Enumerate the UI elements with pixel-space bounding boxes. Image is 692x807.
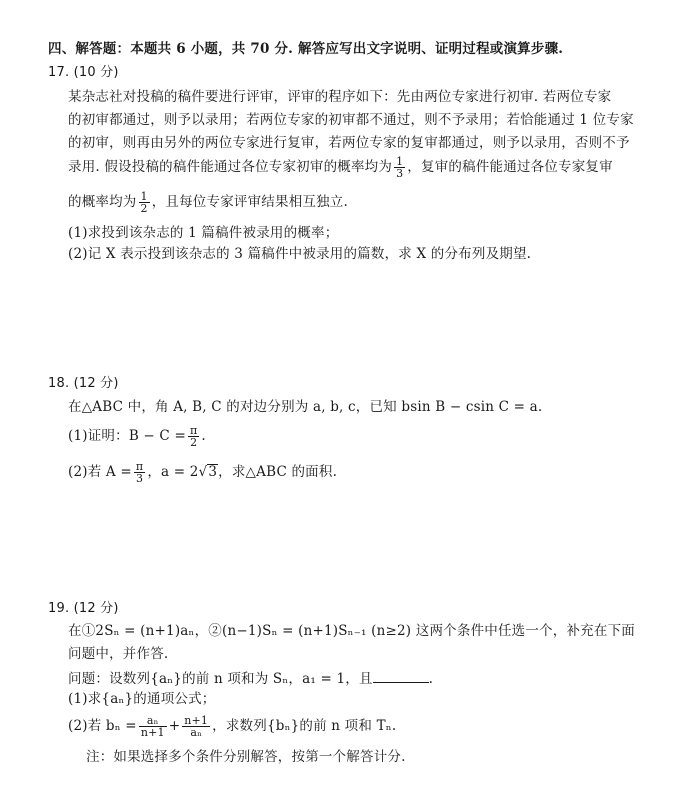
- q18-part-1: [68, 425, 206, 448]
- q17-line-1: 某杂志社对投稿的稿件要进行评审，评审的程序如下：先由两位专家进行初审. 若两位专家: [68, 89, 612, 105]
- q19-note: 注：如果选择多个条件分别解答，按第一个解答计分.: [86, 749, 406, 765]
- q18-part-1-post: .: [201, 428, 206, 444]
- q19-part-2: [68, 715, 396, 738]
- q19-fraction-a-over-n1: $\frac{\text{aₙ}}{n+1}$: [140, 714, 165, 739]
- q19-number: 19. (12 分): [48, 601, 119, 616]
- q19-stem-2: 问题中，并作答.: [68, 646, 169, 662]
- section-heading: 四、解答题：本题共 6 小题，共 70 分. 解答应写出文字说明、证明过程或演算步骤.: [48, 41, 564, 57]
- answer-blank: [373, 668, 429, 683]
- q19-stem-1: 在①2Sₙ = (n+1)aₙ，②(n−1)Sₙ = (n+1)Sₙ₋₁ (n≥2) 这两个条件中任选一个，补充在下面: [68, 623, 635, 639]
- q17-part-2: (2)记 X 表示投到该杂志的 3 篇稿件中被录用的篇数，求 X 的分布列及期望.: [68, 246, 532, 262]
- q17-part-1: (1)求投到该杂志的 1 篇稿件被录用的概率；: [68, 225, 339, 241]
- q19-problem: [68, 668, 433, 688]
- q19-problem-pre: 问题：设数列{aₙ}的前 n 项和为 Sₙ，a₁ = 1，且: [68, 671, 373, 687]
- q19-part-2-post: ，求数列{bₙ}的前 n 项和 Tₙ.: [212, 718, 397, 734]
- q19-part-1: (1)求{aₙ}的通项公式；: [68, 691, 216, 707]
- q17-fraction-review-prob: $\frac{1}{2}$: [140, 190, 148, 215]
- q17-line-5-pre: 的概率均为: [68, 194, 137, 210]
- q17-line-4-post: ，复审的稿件能通过各位专家复审: [407, 159, 613, 175]
- q19-plus-sign: +: [168, 718, 181, 734]
- q18-part-2-post: ，求△ABC 的面积.: [218, 464, 338, 480]
- q19-fraction-n1-over-a: $\frac{n+1}{\text{aₙ}}$: [184, 714, 209, 739]
- q17-line-3: 的初审，则再由另外的两位专家进行复审，若两位专家的复审都通过，则予以录用，否则不予: [68, 135, 630, 151]
- q19-part-2-pre: (2)若 bₙ =: [68, 718, 137, 734]
- q18-part-2-pre: (2)若 A =: [68, 464, 132, 480]
- q18-part-2-mid: ，a = 2: [147, 464, 199, 480]
- q18-stem: 在△ABC 中，角 A, B, C 的对边分别为 a, b, c，已知 bsin B − csin C = a.: [68, 399, 543, 415]
- q17-line-5: [68, 191, 348, 214]
- q17-number: 17. (10 分): [48, 65, 119, 80]
- q19-problem-post: .: [428, 671, 434, 687]
- q18-part-2: [68, 461, 337, 484]
- q17-line-4: [68, 156, 613, 179]
- q17-line-4-pre: 录用. 假设投稿的稿件能通过各位专家初审的概率均为: [68, 159, 393, 175]
- q18-fraction-pi-over-2: $\frac{\pi}{2}$: [189, 424, 198, 449]
- q18-fraction-pi-over-3: $\frac{\pi}{3}$: [135, 460, 144, 485]
- q18-sqrt-radicand: 3: [208, 464, 218, 480]
- q17-line-5-post: ，且每位专家评审结果相互独立.: [151, 194, 348, 210]
- sqrt-symbol: √: [198, 464, 208, 480]
- q18-part-1-pre: (1)证明：B − C =: [68, 428, 186, 444]
- q17-line-2: 的初审都通过，则予以录用；若两位专家的初审都不通过，则不予录用；若恰能通过 1 位专家: [68, 112, 634, 128]
- q18-number: 18. (12 分): [48, 376, 119, 391]
- q17-fraction-initial-prob: $\frac{1}{3}$: [396, 155, 404, 180]
